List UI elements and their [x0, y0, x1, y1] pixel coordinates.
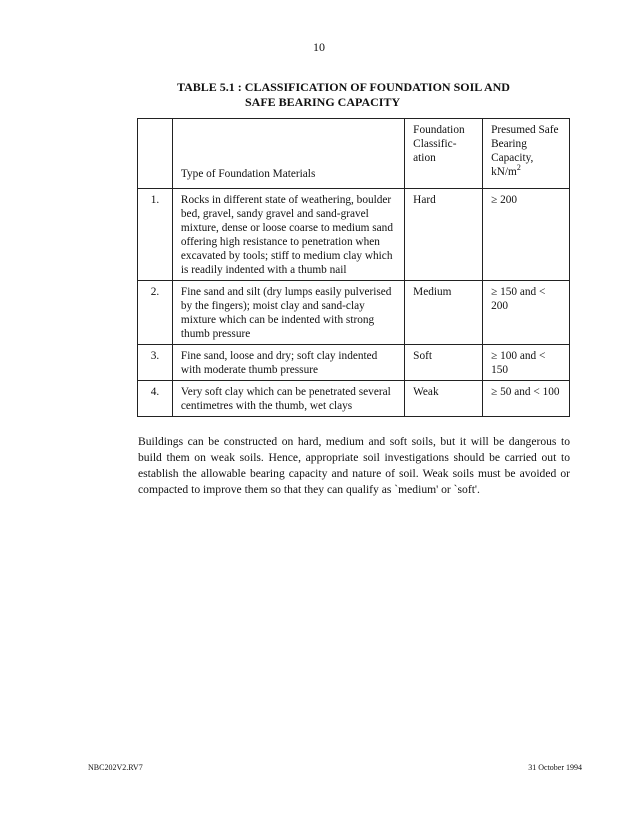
row-classification: Hard	[405, 189, 483, 281]
table-row	[138, 281, 570, 345]
header-capacity-unit-exponent: 2	[516, 163, 521, 173]
row-material-type: Fine sand, loose and dry; soft clay indented with moderate thumb pressure	[172, 345, 404, 381]
row-material-type: Rocks in different state of weathering, boulder bed, gravel, sandy gravel and sand-gravel mixture, dense or loose coarse to medium sand offering high resistance to penetration when excavated by tools; stiff to medium clay which is readily indented with a thumb nail	[172, 189, 404, 281]
row-bearing-capacity: ≥ 100 and < 150	[483, 345, 570, 381]
row-serial: 3.	[138, 345, 173, 381]
table-header-row	[138, 119, 570, 189]
header-classification: Foundation Classific-ation	[405, 119, 483, 189]
row-material-type: Fine sand and silt (dry lumps easily pulverised by the fingers); moist clay and sand-clay mixture which can be indented with strong thumb pressure	[172, 281, 404, 345]
soil-classification-table	[137, 118, 570, 417]
footer-document-code: NBC202V2.RV7	[88, 763, 143, 772]
table-title-line2: SAFE BEARING CAPACITY	[245, 95, 401, 109]
row-classification: Weak	[405, 381, 483, 417]
header-type: Type of Foundation Materials	[172, 119, 404, 189]
footer-date: 31 October 1994	[528, 763, 582, 772]
table-title	[177, 80, 510, 110]
row-bearing-capacity: ≥ 150 and < 200	[483, 281, 570, 345]
table-row	[138, 381, 570, 417]
table-row	[138, 345, 570, 381]
row-material-type: Very soft clay which can be penetrated several centimetres with the thumb, wet clays	[172, 381, 404, 417]
row-serial: 2.	[138, 281, 173, 345]
row-classification: Soft	[405, 345, 483, 381]
page-number: 10	[313, 40, 325, 54]
row-bearing-capacity: ≥ 200	[483, 189, 570, 281]
note-paragraph: Buildings can be constructed on hard, medium and soft soils, but it will be dangerous to build them on weak soils. Hence, appropriate soil investigations should be carried out to establish the allowable bearing capacity and nature of soil. Weak soils must be avoided or compacted to improve them so that they can qualify as `medium' or `soft'.	[138, 434, 570, 496]
table-title-line1: TABLE 5.1 : CLASSIFICATION OF FOUNDATION SOIL AND	[177, 80, 510, 94]
row-bearing-capacity: ≥ 50 and < 100	[483, 381, 570, 417]
row-classification: Medium	[405, 281, 483, 345]
row-serial: 4.	[138, 381, 173, 417]
table-row	[138, 189, 570, 281]
header-capacity-unit: kN/m	[491, 166, 517, 178]
header-capacity-label: Presumed Safe Bearing Capacity,	[491, 124, 559, 164]
header-serial	[138, 119, 173, 189]
header-capacity	[483, 119, 570, 189]
row-serial: 1.	[138, 189, 173, 281]
